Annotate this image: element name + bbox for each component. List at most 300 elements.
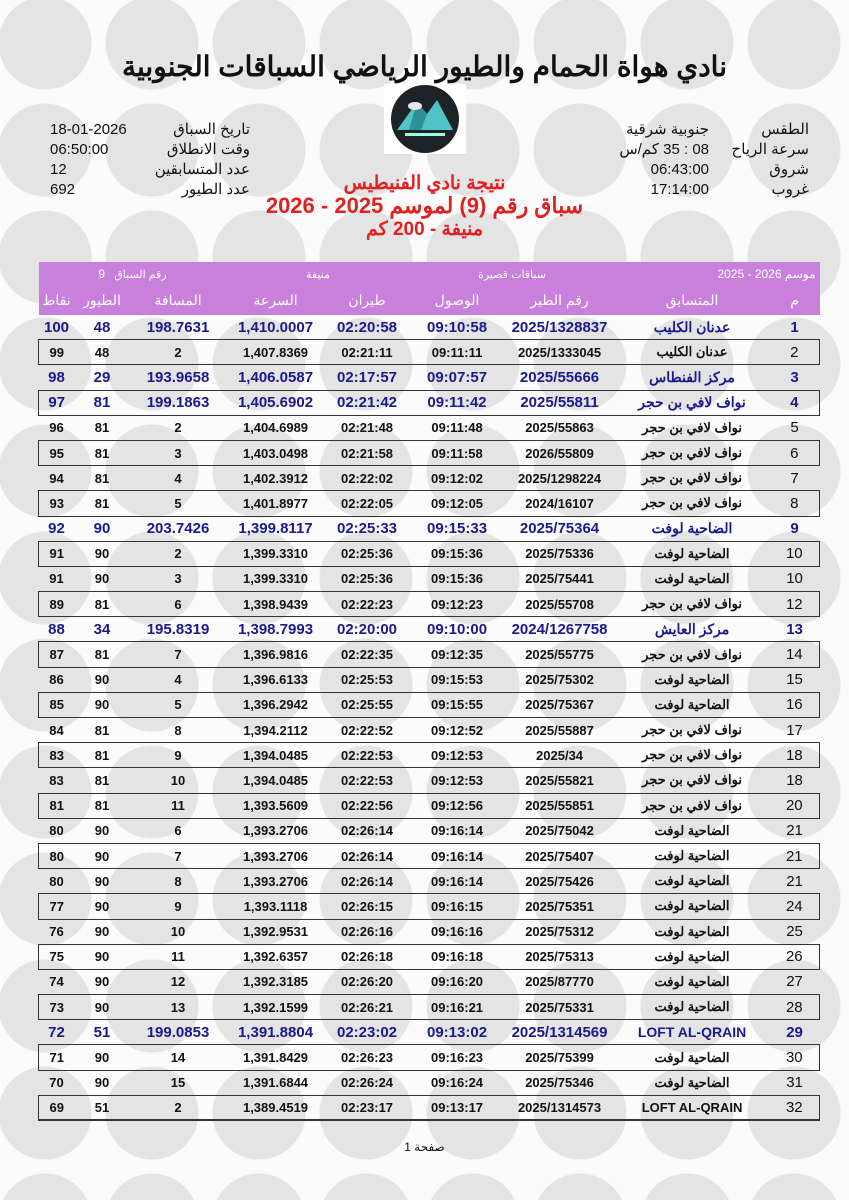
cell-name: نواف لافي بن حجر	[615, 440, 770, 465]
table-row	[39, 440, 820, 465]
cell-name: الضاحية لوفت	[654, 671, 730, 687]
cell-flight: 02:23:17	[325, 1095, 410, 1120]
cell-rank: 30	[770, 1045, 820, 1070]
cell-points: 73	[39, 995, 75, 1020]
race-title: سباق رقم (9) لموسم 2025 - 2026	[265, 193, 584, 218]
header-birds: الطيور	[75, 286, 130, 315]
club-logo	[387, 84, 463, 154]
cell-rank: 8	[770, 491, 820, 516]
cell-distance: 6	[130, 592, 227, 617]
cell-ring: 2025/75042	[525, 823, 594, 839]
release-time-label: وقت الانطلاق	[166, 141, 250, 158]
cell-ring: 2025/75302	[525, 672, 594, 688]
cell-points: 97	[39, 390, 75, 415]
table-row	[39, 894, 820, 919]
cell-rank: 10	[770, 541, 820, 566]
cell-name: الضاحية لوفت	[615, 541, 770, 566]
cell-flight: 02:23:02	[336, 1023, 398, 1041]
cell-flight: 02:25:36	[340, 571, 394, 587]
cell-rank: 7	[790, 469, 799, 487]
cell-speed: 1,392.6357	[227, 944, 325, 969]
cell-name: نواف لافي بن حجر	[615, 793, 770, 818]
cell-points: 87	[39, 642, 75, 667]
cell-birds: 81	[75, 793, 130, 818]
season: موسم 2026 - 2025	[615, 262, 820, 286]
cell-speed: 1,396.6133	[242, 672, 309, 688]
cell-ring: 2025/55821	[525, 772, 594, 788]
weather-label: الطقس	[761, 121, 809, 138]
wind: 08 : 35 كم/س	[619, 141, 709, 158]
cell-birds: 29	[93, 368, 111, 386]
cell-birds: 48	[93, 318, 111, 336]
cell-rank: 15	[786, 671, 803, 689]
table-row	[39, 617, 820, 642]
table-row	[39, 642, 820, 667]
cell-ring: 2025/55666	[519, 368, 600, 386]
cell-arrival: 09:16:23	[410, 1045, 505, 1070]
cell-ring: 2025/55811	[505, 390, 615, 415]
cell-speed: 1,398.9439	[227, 592, 325, 617]
cell-distance: 5	[130, 491, 227, 516]
cell-name: عدنان الكليب	[653, 318, 731, 335]
cell-name: الضاحية لوفت	[615, 843, 770, 868]
cell-arrival: 09:12:02	[431, 470, 484, 486]
cell-distance: 9	[130, 894, 227, 919]
cell-rank: 31	[786, 1074, 803, 1092]
competitors-label: عدد المتسابقين	[154, 161, 250, 178]
cell-points: 83	[49, 772, 64, 788]
cell-speed: 1,391.6844	[242, 1075, 309, 1091]
cell-rank: 32	[770, 1095, 820, 1120]
cell-distance: 13	[130, 995, 227, 1020]
cell-flight: 02:22:53	[340, 772, 394, 788]
cell-birds: 90	[94, 873, 110, 889]
cell-speed: 1,394.0485	[242, 772, 309, 788]
cell-points: 81	[39, 793, 75, 818]
cell-birds: 81	[75, 642, 130, 667]
cell-speed: 1,399.8117	[238, 520, 313, 538]
cell-speed: 1,405.6902	[227, 390, 325, 415]
header-points: نقاط	[39, 286, 75, 315]
cell-birds: 90	[75, 692, 130, 717]
cell-ring: 2025/75364	[519, 520, 600, 538]
cell-name: الضاحية لوفت	[654, 822, 730, 838]
cell-name: نواف لافي بن حجر	[615, 642, 770, 667]
cell-speed: 1,404.6989	[242, 420, 309, 436]
cell-distance: 193.9658	[146, 368, 210, 386]
cell-name: نواف لافي بن حجر	[615, 390, 770, 415]
cell-speed: 1,393.2706	[242, 823, 309, 839]
cell-arrival: 09:16:14	[431, 873, 484, 889]
cell-rank: 24	[770, 894, 820, 919]
cell-name: الضاحية لوفت	[615, 692, 770, 717]
cell-arrival: 09:10:00	[427, 620, 488, 638]
table-row	[39, 315, 820, 340]
cell-arrival: 09:13:02	[427, 1023, 488, 1041]
cell-points: 71	[39, 1045, 75, 1070]
cell-name: الضاحية لوفت	[654, 1074, 730, 1090]
cell-distance: 12	[170, 974, 186, 990]
cell-ring: 2025/34	[505, 743, 615, 768]
table-row	[39, 1045, 820, 1070]
cell-speed: 1,401.8977	[227, 491, 325, 516]
cell-flight: 02:26:21	[325, 995, 410, 1020]
cell-distance: 3	[174, 571, 182, 587]
cell-rank: 16	[770, 692, 820, 717]
cell-birds: 48	[75, 340, 130, 365]
cell-rank: 12	[770, 592, 820, 617]
cell-distance: 7	[130, 843, 227, 868]
cell-ring: 2026/55809	[505, 440, 615, 465]
cell-arrival: 09:12:53	[410, 743, 505, 768]
cell-points: 84	[49, 722, 64, 738]
cell-name: الضاحية لوفت	[615, 894, 770, 919]
cell-birds: 90	[75, 541, 130, 566]
cell-ring: 2024/1267758	[511, 620, 608, 638]
cell-birds: 81	[94, 772, 110, 788]
cell-rank: 17	[786, 721, 803, 739]
cell-name: الضاحية لوفت	[615, 1045, 770, 1070]
cell-speed: 1,391.8804	[237, 1023, 314, 1041]
results-table	[38, 262, 820, 1121]
cell-rank: 14	[770, 642, 820, 667]
cell-name: نواف لافي بن حجر	[642, 419, 742, 435]
table-row	[39, 541, 820, 566]
cell-arrival: 09:12:52	[431, 722, 484, 738]
cell-arrival: 09:16:21	[410, 995, 505, 1020]
cell-arrival: 09:16:24	[431, 1075, 484, 1091]
cell-points: 92	[48, 520, 65, 538]
cell-name: نواف لافي بن حجر	[615, 592, 770, 617]
cell-name: نواف لافي بن حجر	[642, 470, 742, 486]
cell-rank: 9	[790, 520, 799, 538]
table-row	[39, 793, 820, 818]
release-time: 06:50:00	[50, 141, 109, 158]
table-row	[39, 843, 820, 868]
cell-ring: 2025/1298224	[517, 470, 602, 486]
header-flight: طيران	[325, 286, 410, 315]
sunset-label: غروب	[771, 181, 809, 198]
cell-rank: 5	[790, 419, 799, 437]
cell-arrival: 09:16:15	[410, 894, 505, 919]
cell-flight: 02:20:00	[336, 620, 398, 638]
cell-birds: 90	[94, 1075, 110, 1091]
cell-flight: 02:21:58	[325, 440, 410, 465]
cell-flight: 02:26:15	[325, 894, 410, 919]
cell-points: 74	[49, 974, 64, 990]
cell-flight: 02:25:55	[325, 692, 410, 717]
table-row	[39, 944, 820, 969]
race-date-label: تاريخ السباق	[173, 121, 250, 138]
cell-speed: 1,402.3912	[242, 470, 309, 486]
header-arrival: الوصول	[410, 286, 505, 315]
cell-distance: 14	[130, 1045, 227, 1070]
cell-arrival: 09:16:20	[431, 974, 484, 990]
cell-speed: 1,393.1118	[227, 894, 325, 919]
table-row	[39, 818, 820, 843]
cell-name: الضاحية لوفت	[654, 873, 730, 889]
cell-birds: 81	[94, 420, 110, 436]
table-row	[39, 340, 820, 365]
cell-distance: 2	[130, 340, 227, 365]
cell-points: 93	[39, 491, 75, 516]
table-row	[39, 415, 820, 440]
cell-points: 99	[39, 340, 75, 365]
cell-birds: 90	[75, 944, 130, 969]
cell-points: 95	[39, 440, 75, 465]
cell-rank: 27	[786, 973, 803, 991]
cell-ring: 2025/55708	[505, 592, 615, 617]
table-row	[39, 919, 820, 944]
cell-points: 83	[39, 743, 75, 768]
location: منيفة	[227, 262, 410, 286]
header-ring: رقم الطير	[505, 286, 615, 315]
cell-arrival: 09:16:16	[431, 924, 484, 940]
cell-flight: 02:26:20	[340, 974, 394, 990]
cell-ring: 2025/55775	[505, 642, 615, 667]
cell-birds: 81	[75, 592, 130, 617]
cell-ring: 2025/55887	[525, 722, 594, 738]
page-number: صفحة 1	[404, 1140, 445, 1154]
cell-distance: 2	[130, 1095, 227, 1120]
cell-arrival: 09:15:33	[427, 520, 488, 538]
cell-birds: 90	[75, 843, 130, 868]
race-number-value: 9	[98, 267, 106, 281]
cell-speed: 1,403.0498	[227, 440, 325, 465]
cell-ring: 2025/75331	[505, 995, 615, 1020]
cell-arrival: 09:13:17	[410, 1095, 505, 1120]
cell-birds: 90	[75, 995, 130, 1020]
cell-birds: 90	[94, 571, 110, 587]
cell-name: مركز الفنطاس	[649, 368, 735, 385]
cell-flight: 02:22:53	[325, 743, 410, 768]
cell-flight: 02:22:56	[325, 793, 410, 818]
cell-flight: 02:25:53	[340, 672, 394, 688]
cell-flight: 02:26:18	[325, 944, 410, 969]
table-row	[39, 743, 820, 768]
cell-ring: 2025/75441	[525, 571, 594, 587]
cell-speed: 1,392.9531	[242, 924, 309, 940]
cell-name: LOFT AL-QRAIN	[615, 1095, 770, 1120]
cell-distance: 8	[174, 873, 182, 889]
cell-birds: 90	[94, 672, 110, 688]
cell-rank: 13	[786, 620, 803, 638]
cell-ring: 2025/1333045	[505, 340, 615, 365]
cell-birds: 81	[75, 390, 130, 415]
cell-points: 91	[39, 541, 75, 566]
table-row	[39, 969, 820, 994]
wind-label: سرعة الرياح	[731, 141, 809, 158]
cell-distance: 2	[130, 541, 227, 566]
cell-rank: 10	[786, 570, 803, 588]
cell-flight: 02:21:11	[325, 340, 410, 365]
cell-rank: 28	[770, 995, 820, 1020]
cell-flight: 02:20:58	[336, 318, 398, 336]
cell-birds: 34	[93, 620, 111, 638]
table-row	[39, 592, 820, 617]
cell-arrival: 09:15:53	[431, 672, 484, 688]
cell-arrival: 09:12:23	[410, 592, 505, 617]
cell-birds: 90	[75, 1045, 130, 1070]
cell-flight: 02:25:36	[325, 541, 410, 566]
cell-birds: 90	[94, 924, 110, 940]
cell-distance: 10	[170, 924, 186, 940]
cell-name: نواف لافي بن حجر	[615, 491, 770, 516]
cell-points: 70	[49, 1075, 64, 1091]
cell-ring: 2025/75407	[505, 843, 615, 868]
cell-points: 80	[49, 823, 64, 839]
cell-speed: 1,399.3310	[242, 571, 309, 587]
header-rank: م	[770, 286, 820, 315]
club-title: نادي هواة الحمام والطيور الرياضي السباقات الجنوبية	[121, 51, 728, 82]
cell-arrival: 09:11:42	[410, 390, 505, 415]
cell-speed: 1,410.0007	[237, 318, 314, 336]
table-row	[39, 466, 820, 491]
category: سباقات قصيرة	[410, 262, 615, 286]
cell-rank: 20	[770, 793, 820, 818]
table-row	[39, 718, 820, 743]
cell-arrival: 09:12:05	[410, 491, 505, 516]
cell-name: الضاحية لوفت	[651, 520, 733, 537]
race-date: 18-01-2026	[50, 121, 127, 138]
cell-speed: 1,392.1599	[227, 995, 325, 1020]
cell-birds: 90	[94, 974, 110, 990]
cell-flight: 02:26:14	[340, 873, 394, 889]
cell-points: 80	[49, 873, 64, 889]
cell-name: الضاحية لوفت	[615, 995, 770, 1020]
cell-ring: 2025/75426	[525, 873, 594, 889]
cell-speed: 1,394.2112	[243, 722, 308, 738]
cell-birds: 51	[75, 1095, 130, 1120]
cell-distance: 10	[170, 772, 186, 788]
table-bottom-line	[38, 1119, 819, 1120]
table-row	[39, 491, 820, 516]
cell-arrival: 09:11:48	[431, 420, 483, 436]
cell-rank: 25	[786, 923, 803, 941]
cell-flight: 02:26:16	[340, 924, 394, 940]
cell-speed: 1,393.2706	[227, 843, 325, 868]
table-row	[39, 566, 820, 591]
cell-points: 88	[48, 620, 65, 638]
cell-name: الضاحية لوفت	[654, 973, 730, 989]
cell-speed: 1,393.2706	[242, 873, 309, 889]
cell-birds: 81	[75, 440, 130, 465]
cell-arrival: 09:15:36	[431, 571, 484, 587]
cell-flight: 02:22:35	[325, 642, 410, 667]
cell-points: 75	[39, 944, 75, 969]
cell-rank: 1	[790, 318, 799, 336]
cell-distance: 9	[130, 743, 227, 768]
cell-birds: 90	[75, 894, 130, 919]
cell-points: 96	[49, 420, 64, 436]
cell-ring: 2025/75336	[505, 541, 615, 566]
cell-name: نواف لافي بن حجر	[615, 743, 770, 768]
cell-distance: 199.0853	[146, 1023, 210, 1041]
cell-flight: 02:26:14	[340, 823, 394, 839]
cell-flight: 02:22:05	[325, 491, 410, 516]
cell-distance: 4	[174, 470, 182, 486]
cell-speed: 1,389.4519	[227, 1095, 325, 1120]
cell-points: 72	[48, 1023, 65, 1041]
table-row	[39, 390, 820, 415]
sunrise-label: شروق	[769, 161, 809, 178]
cell-distance: 199.1863	[130, 390, 227, 415]
table-row	[39, 365, 820, 390]
cell-birds: 81	[94, 722, 110, 738]
cell-points: 69	[39, 1095, 75, 1120]
cell-points: 76	[49, 924, 64, 940]
location-title: منيفة - 200 كم	[365, 219, 483, 240]
cell-points: 86	[49, 672, 64, 688]
cell-arrival: 09:12:56	[410, 793, 505, 818]
header-speed: السرعة	[227, 286, 325, 315]
cell-birds: 81	[75, 743, 130, 768]
cell-rank: 3	[790, 368, 799, 386]
weather: جنوبية شرقية	[625, 121, 709, 138]
cell-flight: 02:26:14	[325, 843, 410, 868]
cell-speed: 1,398.7993	[237, 620, 314, 638]
cell-ring: 2025/87770	[525, 974, 594, 990]
table-row	[39, 667, 820, 692]
birds-label: عدد الطيور	[181, 181, 250, 198]
cell-flight: 02:26:23	[325, 1045, 410, 1070]
table-row	[39, 516, 820, 541]
cell-arrival: 09:11:11	[410, 340, 505, 365]
cell-speed: 1,391.8429	[227, 1045, 325, 1070]
table-row	[39, 869, 820, 894]
cell-flight: 02:17:57	[336, 368, 398, 386]
cell-ring: 2025/55863	[525, 420, 594, 436]
cell-ring: 2025/1314569	[511, 1023, 608, 1041]
cell-distance: 6	[174, 823, 182, 839]
cell-distance: 7	[130, 642, 227, 667]
race-number	[39, 262, 227, 286]
cell-distance: 198.7631	[146, 318, 210, 336]
cell-flight: 02:25:33	[336, 520, 398, 538]
race-number-label: رقم السباق	[114, 269, 167, 281]
cell-name: عدنان الكليب	[615, 340, 770, 365]
cell-name: نواف لافي بن حجر	[642, 722, 742, 738]
cell-distance: 5	[130, 692, 227, 717]
cell-ring: 2024/16107	[505, 491, 615, 516]
cell-rank: 29	[786, 1023, 803, 1041]
cell-speed: 1,399.3310	[227, 541, 325, 566]
cell-distance: 3	[130, 440, 227, 465]
cell-rank: 4	[770, 390, 820, 415]
cell-speed: 1,406.0587	[237, 368, 314, 386]
cell-distance: 2	[174, 420, 182, 436]
cell-rank: 18	[786, 771, 803, 789]
cell-speed: 1,394.0485	[227, 743, 325, 768]
cell-rank: 18	[770, 743, 820, 768]
cell-speed: 1,396.2942	[227, 692, 325, 717]
cell-ring: 2025/75346	[525, 1075, 594, 1091]
cell-ring: 2025/75351	[505, 894, 615, 919]
cell-arrival: 09:12:35	[410, 642, 505, 667]
cell-speed: 1,393.5609	[227, 793, 325, 818]
cell-distance: 4	[174, 672, 182, 688]
cell-points: 77	[39, 894, 75, 919]
cell-arrival: 09:16:14	[410, 843, 505, 868]
cell-speed: 1,407.8369	[227, 340, 325, 365]
cell-distance: 11	[130, 944, 227, 969]
cell-rank: 2	[770, 340, 820, 365]
cell-birds: 81	[75, 491, 130, 516]
cell-points: 100	[43, 318, 70, 336]
cell-rank: 21	[770, 843, 820, 868]
result-title: نتيجة نادي الفنيطيس	[343, 173, 506, 194]
cell-arrival: 09:12:53	[431, 772, 484, 788]
